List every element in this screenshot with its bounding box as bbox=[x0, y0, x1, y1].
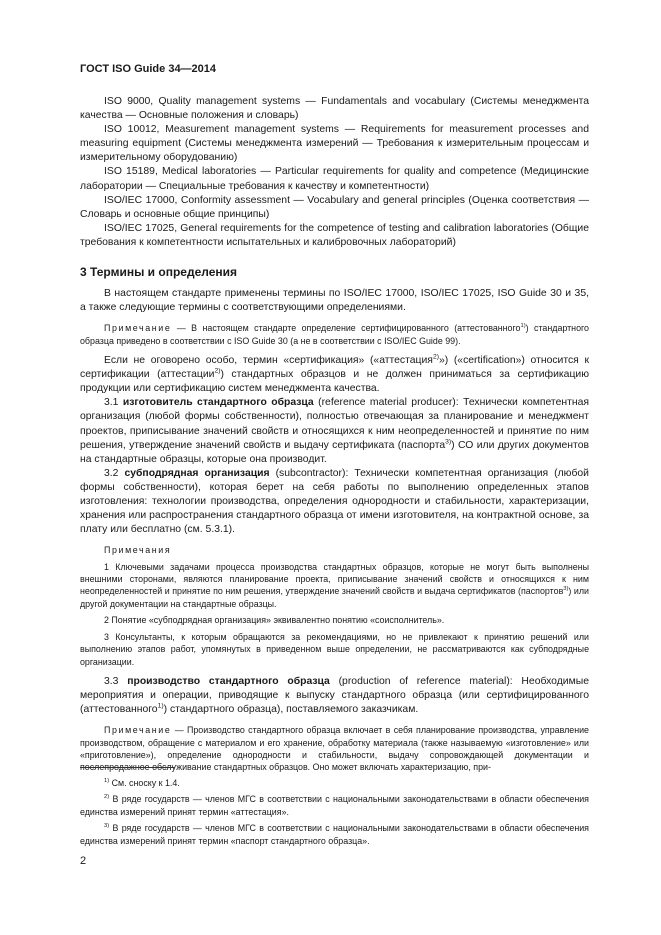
footnote-divider bbox=[80, 767, 175, 768]
term-number: 3.3 bbox=[104, 675, 128, 687]
page-header-title: ГОСТ ISO Guide 34—2014 bbox=[80, 63, 217, 75]
note-item-text-part-b: ) или другой документации на стандартные образцы. bbox=[80, 586, 589, 609]
paragraph-certification-term bbox=[80, 354, 589, 396]
note-certified-definition bbox=[80, 322, 589, 347]
term-definition-part-b: ) СО или других документов на стандартные образцы, которые она производит. bbox=[80, 439, 589, 465]
notes-heading-label: Примечания bbox=[104, 545, 172, 556]
notes-heading bbox=[80, 544, 589, 556]
reference-item-iso-10012: ISO 10012, Measurement management systems — Requirements for measurement processes and measuring equipment (Системы менеджмента измерений — Требования к измерительным процессам и измерительному оборудованию) bbox=[80, 124, 589, 164]
footnote-ref: 1) bbox=[157, 702, 164, 710]
page-number: 2 bbox=[80, 855, 87, 867]
term-definition-part-b: ) стандартного образца), поставляемого заказчикам. bbox=[163, 704, 419, 716]
paragraph-text-part-c: ) стандартных образцов и не должен приниматься за сертификацию продукции или сертификацию систем менеджмента качества. bbox=[80, 369, 589, 395]
footnote-mark: 1) bbox=[104, 778, 110, 785]
note-item-2: 2 Понятие «субподрядная организация» эквивалентно понятию «соисполнитель». bbox=[104, 615, 445, 626]
note-text-part-b: ) стандартного образца приведено в соответствии с ISO Guide 30 (а не в соответствии с ISO/IEC Guide 99). bbox=[80, 323, 589, 346]
reference-item-iso-iec-17025: ISO/IEC 17025, General requirements for the competence of testing and calibration laboratories (Общие требования к компетентности испытательных и калибровочных лабораторий) bbox=[80, 222, 589, 248]
term-3-1 bbox=[80, 396, 589, 466]
term-definition: (subcontractor): Технически компетентная организация (любой формы собственности), которая берет на себя работы по выполнению определенных этапов изготовления: технологии производства, определения однородности и стабильности, характеризации, хранения или распространения стандартного образца от имени изготовителя, на контрактной основе, за плату или бесплатно (см. 5.3.1). bbox=[80, 467, 589, 536]
paragraph-text-part-b: ») («certification») относится к сертификации (аттестации bbox=[80, 355, 589, 381]
reference-item-iso-15189: ISO 15189, Medical laboratories — Particular requirements for quality and competence (Медицинские лаборатории — Специальные требования к качеству и компетентности) bbox=[80, 166, 589, 192]
footnote-2 bbox=[80, 793, 589, 818]
footnote-ref: 2) bbox=[432, 353, 439, 361]
term-name: изготовитель стандартного образца bbox=[122, 397, 314, 409]
footnote-text: В ряде государств — членов МГС в соответствии с национальными законодательствами в области обеспечения единства измерений принят термин «аттестация». bbox=[80, 794, 589, 817]
term-name: производство стандартного образца bbox=[127, 675, 330, 687]
footnote-ref: 1) bbox=[520, 323, 526, 330]
note-text-part-a: — В настоящем стандарте определение сертифицированного (аттестованного bbox=[171, 323, 521, 334]
note-label: Примечание bbox=[104, 725, 172, 736]
note-item-text-part-a: 1 Ключевыми задачами процесса производства стандартных образцов, которые не могут быть выполнены внешними сторонами, являются планирование проекта, приписывание значений свойств и относящихся к ним неопределенностей и принятие по ним решения, утверждение значений свойств и выдача сертификатов (паспортов bbox=[80, 561, 589, 597]
note-item-1 bbox=[80, 561, 589, 611]
reference-item-iso-iec-17000: ISO/IEC 17000, Conformity assessment — Vocabulary and general principles (Оценка соответствия — Словарь и основные общие принципы) bbox=[80, 194, 589, 220]
footnote-text: В ряде государств — членов МГС в соответствии с национальными законодательствами в области обеспечения единства измерений принят термин «паспорт стандартного образца». bbox=[80, 823, 589, 846]
term-number: 3.2 bbox=[104, 467, 125, 479]
reference-item-iso-9000: ISO 9000, Quality management systems — Fundamentals and vocabulary (Системы менеджмента качества — Основные положения и словарь) bbox=[80, 96, 589, 122]
footnote-ref: 3) bbox=[563, 586, 569, 593]
footnote-mark: 3) bbox=[104, 823, 110, 830]
footnote-ref: 3) bbox=[445, 438, 452, 446]
footnote-text: См. сноску к 1.4. bbox=[109, 778, 180, 788]
term-3-2 bbox=[80, 467, 589, 537]
term-definition-part-a: (reference material producer): Технически компетентная организация (любой формы собственности), полностью отвечающая за планирование и менеджмент проектов, приписывание значений свойств и относящихся к ним неопределенностей и принятие по ним решения, утверждение значений свойств и выдачу сертификата (паспорта bbox=[80, 397, 589, 451]
footnote-1 bbox=[80, 777, 589, 789]
footnote-ref: 2) bbox=[214, 367, 221, 375]
note-text: — Производство стандартного образца включает в себя планирование производства, управление производством, обращение с материалом и его хранение, обработку материала (также называемую «изготовление» или «приготовление»), определение однородности и стабильности, выдачу сопровождающей документации и послепродажное обслуживание стандартных образцов. Оно может включать характеризацию, при- bbox=[80, 725, 589, 773]
term-number: 3.1 bbox=[104, 397, 123, 409]
footnote-mark: 2) bbox=[104, 794, 110, 801]
section-title: 3 Термины и определения bbox=[80, 265, 238, 280]
page-content bbox=[80, 95, 589, 774]
note-label: Примечание bbox=[104, 323, 172, 334]
term-name: субподрядная организация bbox=[124, 467, 270, 479]
footnote-3 bbox=[80, 822, 589, 847]
term-3-3 bbox=[80, 675, 589, 717]
footnotes bbox=[80, 777, 589, 851]
section-intro: В настоящем стандарте применены термины по ISO/IEC 17000, ISO/IEC 17025, ISO Guide 30 и 35, а также следующие термины с соответствующими определениями. bbox=[80, 288, 589, 314]
paragraph-text-part-a: Если не оговорено особо, термин «сертификация» («аттестация bbox=[104, 355, 433, 367]
term-definition-part-a: (production of reference material): Необходимые мероприятия и операции, приводящие к выпуску стандартного образца (или сертифицированного (аттестованного bbox=[80, 675, 589, 716]
note-item-3: 3 Консультанты, к которым обращаются за рекомендациями, но не привлекают к принятию решений или выполнению этапов работ, упомянутых в приведенном выше определении, не рассматриваются как субподрядные организации. bbox=[80, 631, 589, 667]
